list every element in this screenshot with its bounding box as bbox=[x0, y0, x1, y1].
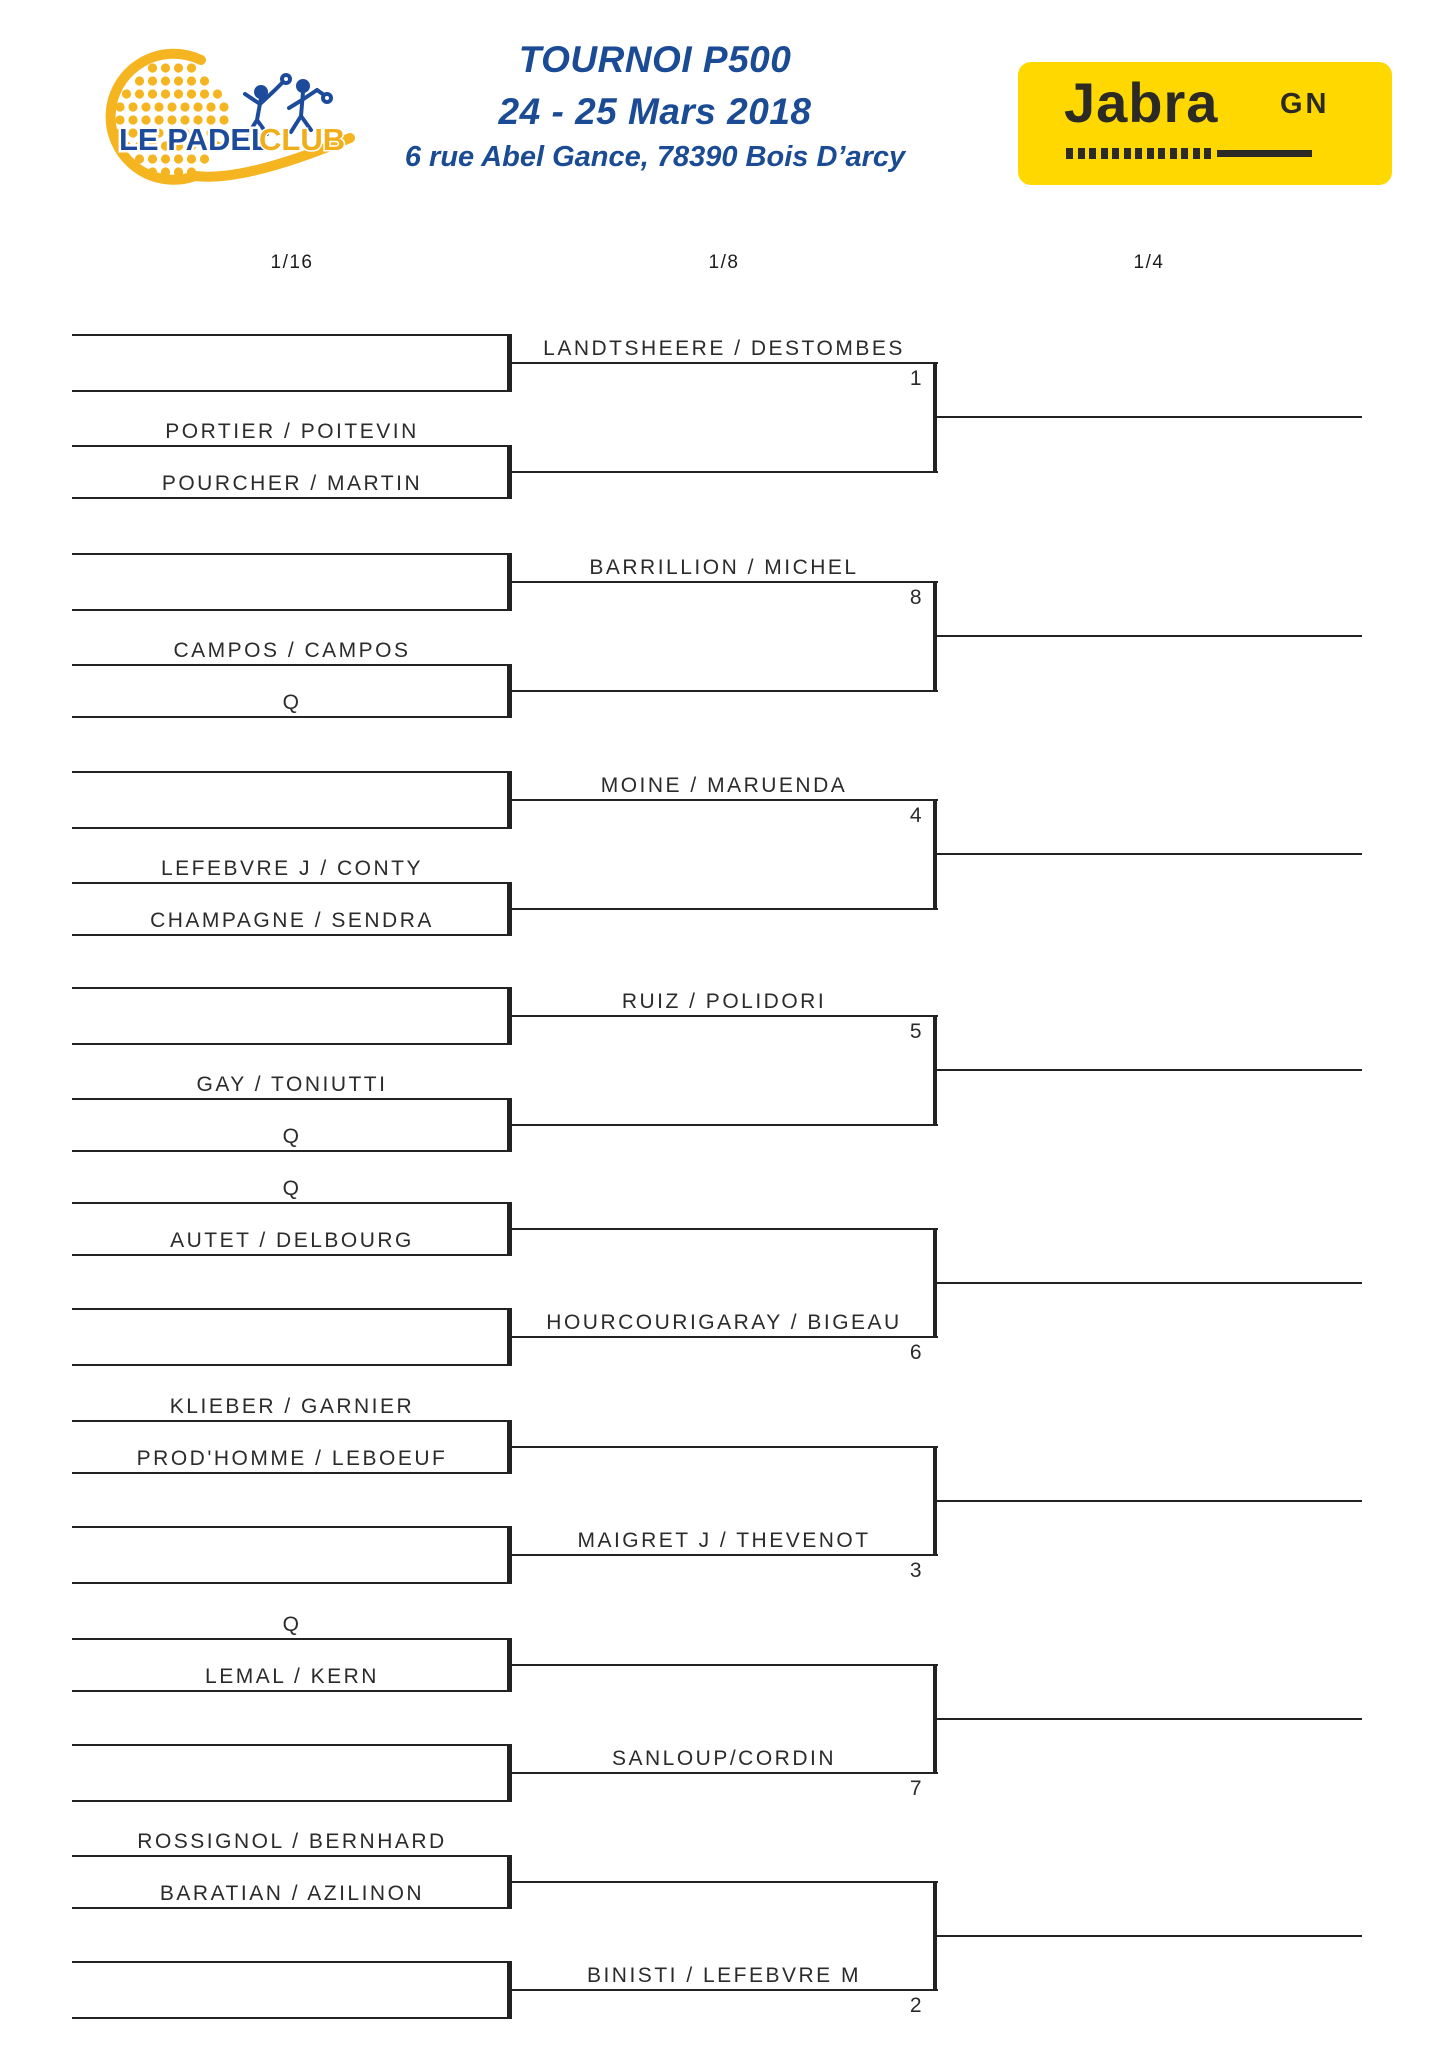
match-team-a-label: KLIEBER / GARNIER bbox=[169, 1395, 415, 1418]
column-header-1-4: 1/4 bbox=[1133, 252, 1165, 273]
match-team-b-label: LEMAL / KERN bbox=[205, 1665, 379, 1688]
quarterfinal-line bbox=[936, 853, 1362, 855]
empty-slot-line-top bbox=[72, 334, 512, 336]
winner-line bbox=[510, 690, 938, 692]
winner-line bbox=[510, 1446, 938, 1448]
match-team-a-label: Q bbox=[282, 1177, 302, 1200]
tournament-dates: 24 - 25 Mars 2018 bbox=[498, 91, 812, 132]
seed-team-label: MOINE / MARUENDA bbox=[600, 774, 848, 797]
seed-team-label: MAIGRET J / THEVENOT bbox=[577, 1529, 871, 1552]
sponsor-gn: GN bbox=[1280, 88, 1330, 120]
logo-text-club: CLUB bbox=[259, 122, 346, 157]
seed-line bbox=[510, 1336, 938, 1338]
tournament-address: 6 rue Abel Gance, 78390 Bois D’arcy bbox=[404, 141, 906, 173]
winner-line bbox=[510, 908, 938, 910]
match-team-b-line bbox=[72, 497, 512, 499]
quarterfinal-line bbox=[936, 1935, 1362, 1937]
seed-number: 8 bbox=[909, 586, 924, 609]
empty-slot-line-bottom bbox=[72, 1582, 512, 1584]
seed-team-label: SANLOUP/CORDIN bbox=[611, 1747, 837, 1770]
sponsor-dots bbox=[1066, 148, 1211, 159]
column-header-1-8: 1/8 bbox=[708, 252, 740, 273]
seed-line bbox=[510, 1772, 938, 1774]
quarterfinal-line bbox=[936, 416, 1362, 418]
seed-line bbox=[510, 799, 938, 801]
match-team-b-label: Q bbox=[282, 1125, 302, 1148]
seed-team-label: RUIZ / POLIDORI bbox=[621, 990, 827, 1013]
quarterfinal-line bbox=[936, 1500, 1362, 1502]
empty-slot-line-bottom bbox=[72, 1043, 512, 1045]
winner-line bbox=[510, 1881, 938, 1883]
seed-line bbox=[510, 581, 938, 583]
winner-line bbox=[510, 1664, 938, 1666]
match-team-b-line bbox=[72, 716, 512, 718]
tournament-title: TOURNOI P500 bbox=[518, 39, 792, 80]
match-team-a-label: GAY / TONIUTTI bbox=[196, 1073, 388, 1096]
quarterfinal-line bbox=[936, 1282, 1362, 1284]
seed-number: 3 bbox=[909, 1559, 924, 1582]
winner-line bbox=[510, 1228, 938, 1230]
match-team-b-line bbox=[72, 1907, 512, 1909]
seed-team-label: BARRILLION / MICHEL bbox=[589, 556, 859, 579]
sponsor-logo bbox=[1018, 62, 1392, 185]
quarterfinal-line bbox=[936, 1718, 1362, 1720]
match-team-b-label: BARATIAN / AZILINON bbox=[159, 1882, 425, 1905]
seed-team-label: LANDTSHEERE / DESTOMBES bbox=[543, 337, 905, 360]
empty-slot-line-top bbox=[72, 771, 512, 773]
seed-team-label: HOURCOURIGARAY / BIGEAU bbox=[546, 1311, 902, 1334]
empty-slot-line-top bbox=[72, 987, 512, 989]
empty-slot-line-top bbox=[72, 1526, 512, 1528]
match-team-b-line bbox=[72, 1472, 512, 1474]
empty-slot-line-top bbox=[72, 1744, 512, 1746]
match-team-a-line bbox=[72, 664, 512, 666]
match-team-a-label: CAMPOS / CAMPOS bbox=[173, 639, 411, 662]
racket-icon bbox=[111, 54, 350, 180]
sponsor-brand: Jabra bbox=[1064, 71, 1219, 134]
event-header bbox=[330, 38, 980, 174]
seed-number: 1 bbox=[909, 367, 924, 390]
club-logo bbox=[75, 28, 355, 198]
match-team-a-line bbox=[72, 882, 512, 884]
match-team-a-label: Q bbox=[282, 1613, 302, 1636]
empty-slot-line-top bbox=[72, 1961, 512, 1963]
match-team-a-label: LEFEBVRE J / CONTY bbox=[160, 857, 424, 880]
empty-slot-line-bottom bbox=[72, 390, 512, 392]
match-team-a-line bbox=[72, 445, 512, 447]
column-header-1-16: 1/16 bbox=[270, 252, 314, 273]
match-team-a-label: PORTIER / POITEVIN bbox=[165, 420, 419, 443]
seed-number: 6 bbox=[909, 1341, 924, 1364]
match-team-b-line bbox=[72, 1150, 512, 1152]
sponsor-bar bbox=[1217, 150, 1312, 157]
seed-line bbox=[510, 1015, 938, 1017]
seed-line bbox=[510, 1554, 938, 1556]
match-team-a-label: ROSSIGNOL / BERNHARD bbox=[137, 1830, 447, 1853]
empty-slot-line-bottom bbox=[72, 1800, 512, 1802]
match-team-a-line bbox=[72, 1420, 512, 1422]
match-team-b-label: CHAMPAGNE / SENDRA bbox=[150, 909, 434, 932]
seed-number: 5 bbox=[909, 1020, 924, 1043]
match-team-b-label: POURCHER / MARTIN bbox=[161, 472, 423, 495]
match-team-b-label: AUTET / DELBOURG bbox=[170, 1229, 414, 1252]
match-team-b-line bbox=[72, 1690, 512, 1692]
quarterfinal-line bbox=[936, 1069, 1362, 1071]
seed-number: 2 bbox=[909, 1994, 924, 2017]
match-team-b-label: Q bbox=[282, 691, 302, 714]
empty-slot-line-top bbox=[72, 553, 512, 555]
empty-slot-line-bottom bbox=[72, 609, 512, 611]
seed-number: 7 bbox=[909, 1777, 924, 1800]
empty-slot-line-bottom bbox=[72, 1364, 512, 1366]
quarterfinal-line bbox=[936, 635, 1362, 637]
winner-line bbox=[510, 471, 938, 473]
seed-team-label: BINISTI / LEFEBVRE M bbox=[586, 1964, 862, 1987]
winner-line bbox=[510, 1124, 938, 1126]
empty-slot-line-top bbox=[72, 1308, 512, 1310]
seed-line bbox=[510, 1989, 938, 1991]
match-team-a-line bbox=[72, 1855, 512, 1857]
logo-text-le-padel: LE PADEL bbox=[119, 122, 270, 157]
match-team-b-label: PROD'HOMME / LEBOEUF bbox=[136, 1447, 448, 1470]
empty-slot-line-bottom bbox=[72, 827, 512, 829]
seed-number: 4 bbox=[909, 804, 924, 827]
match-team-a-line bbox=[72, 1202, 512, 1204]
match-team-b-line bbox=[72, 934, 512, 936]
seed-line bbox=[510, 362, 938, 364]
match-team-b-line bbox=[72, 1254, 512, 1256]
empty-slot-line-bottom bbox=[72, 2017, 512, 2019]
match-team-a-line bbox=[72, 1638, 512, 1640]
match-team-a-line bbox=[72, 1098, 512, 1100]
